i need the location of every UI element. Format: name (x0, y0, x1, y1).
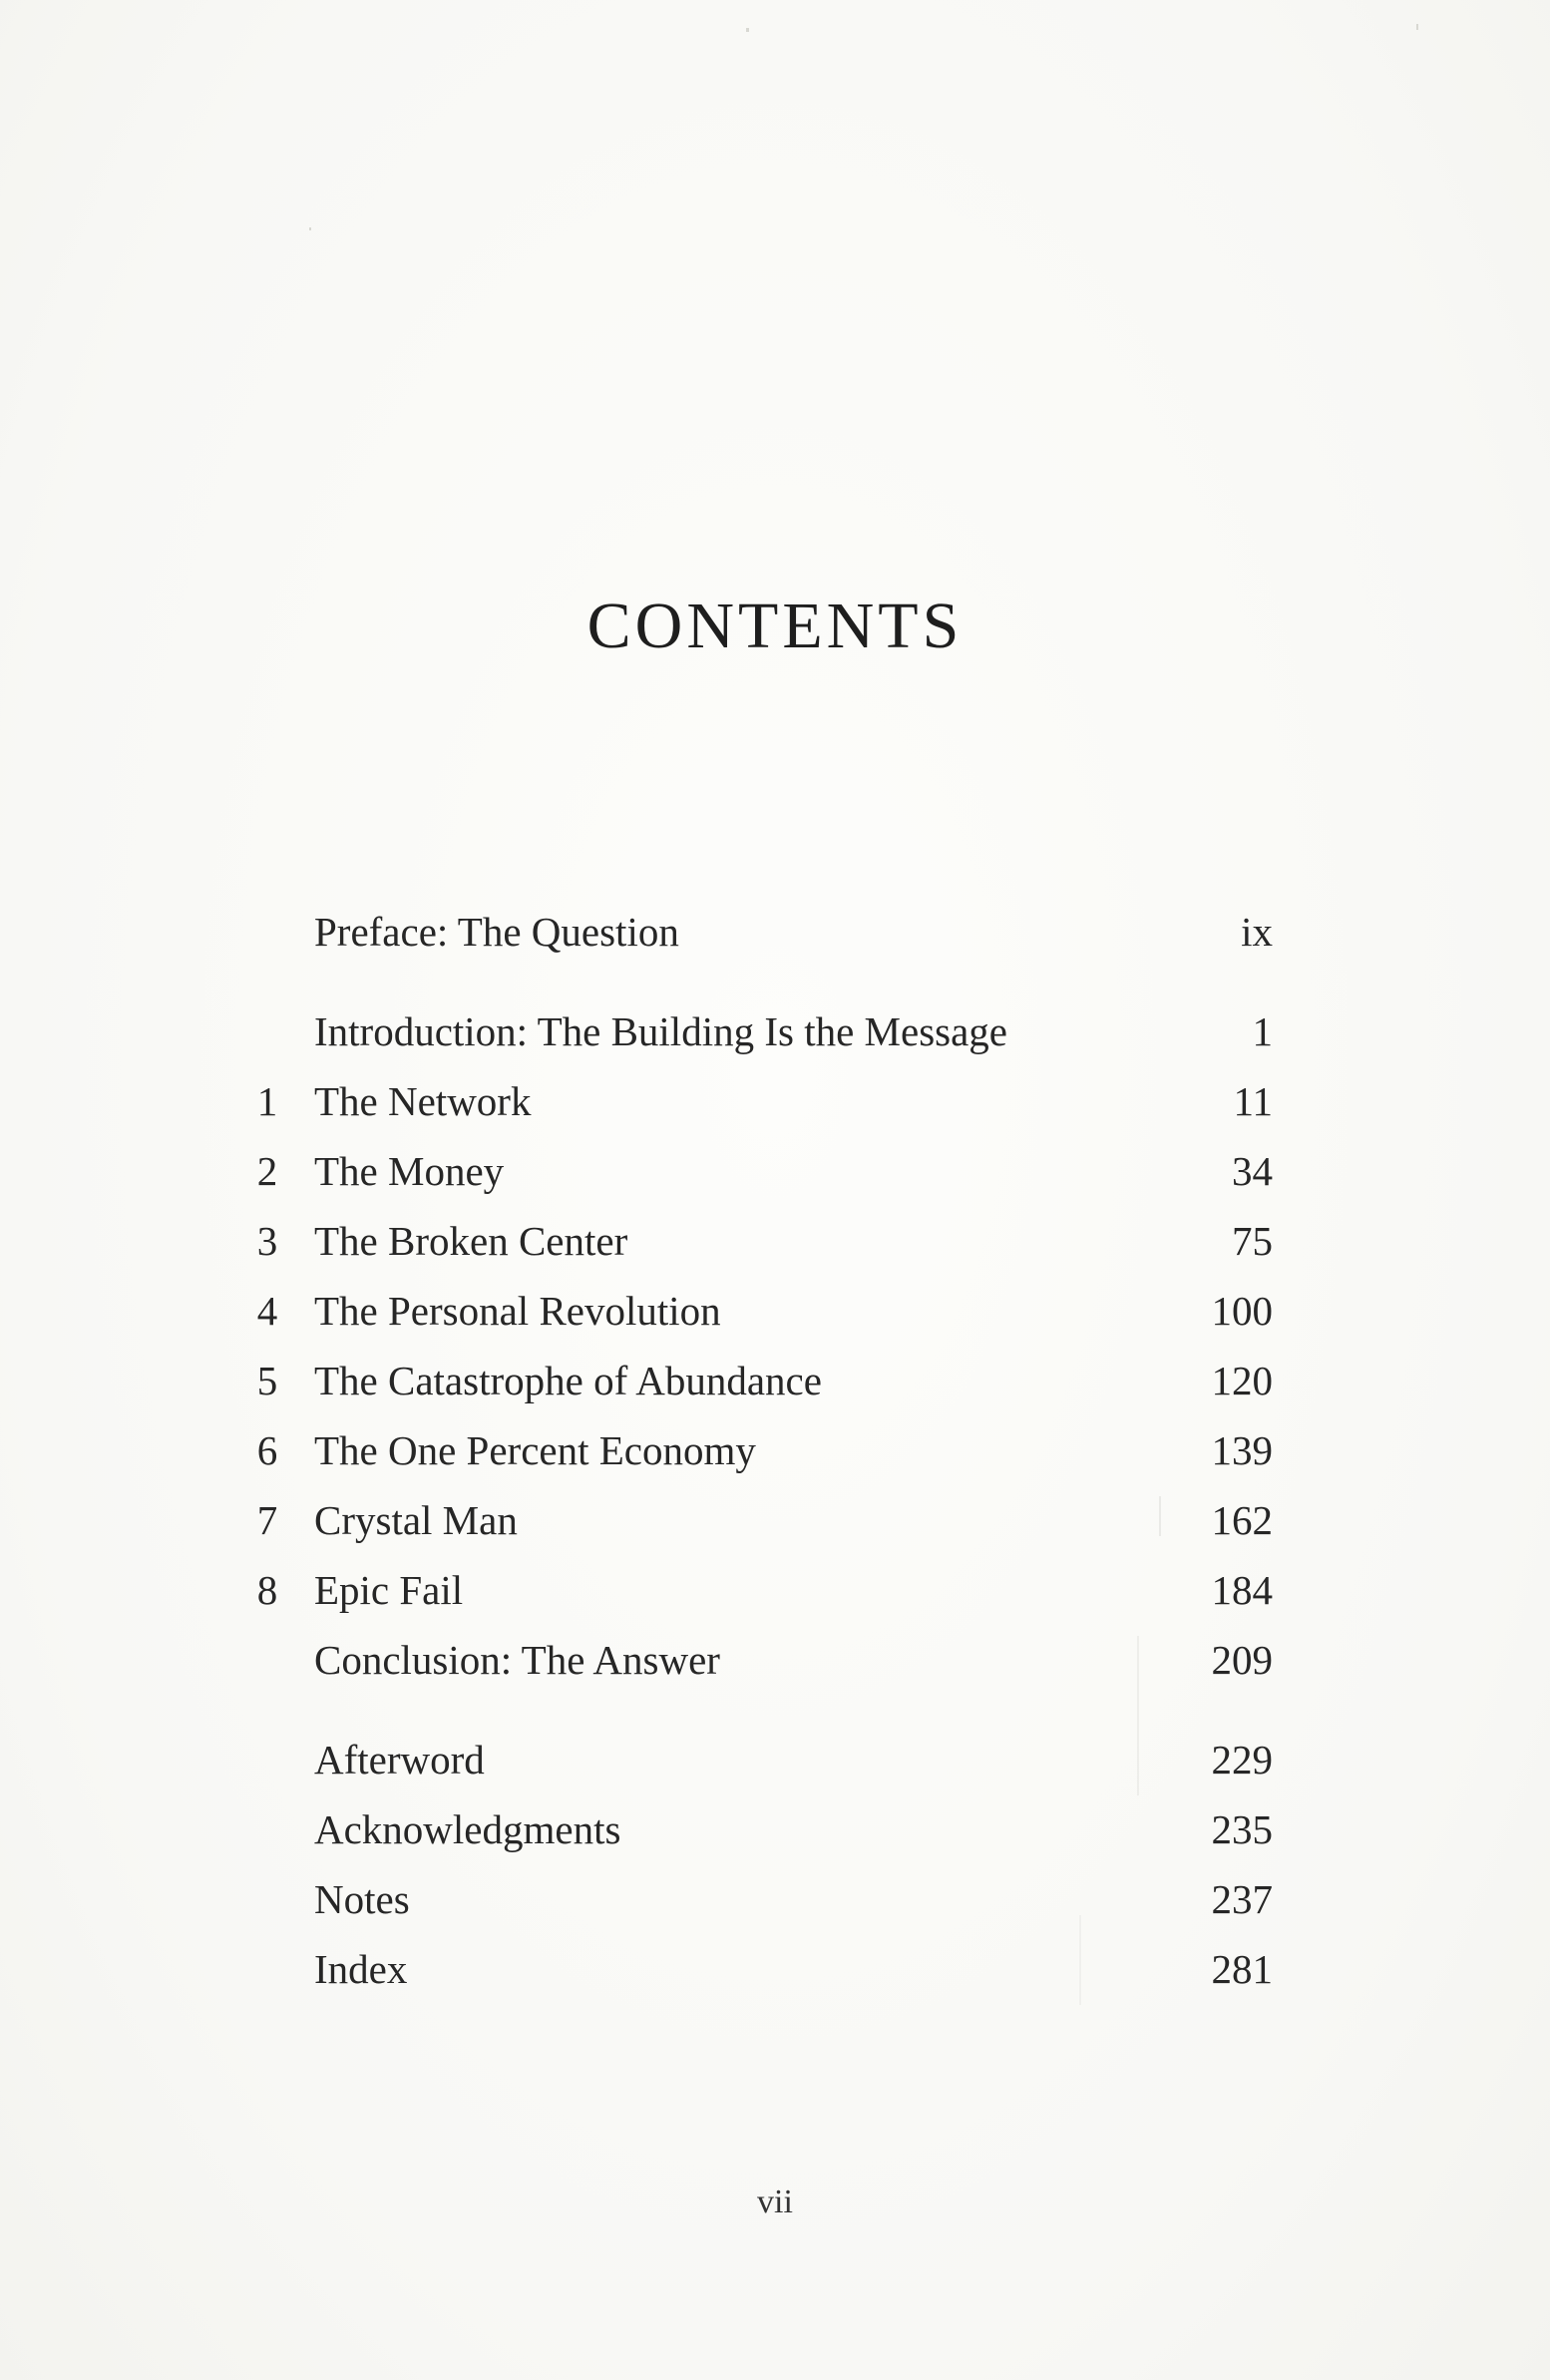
toc-chapter-number: 3 (256, 1218, 278, 1264)
toc-page-number: ix (1241, 909, 1273, 955)
toc-entry-introduction[interactable] (0, 999, 1550, 1063)
toc-entry-index[interactable] (0, 1937, 1550, 2001)
toc-page-number: 100 (1211, 1288, 1273, 1334)
toc-entry-title: The Catastrophe of Abundance (314, 1358, 822, 1403)
toc-page-number: 184 (1211, 1567, 1273, 1613)
toc-entry-chapter-7[interactable] (0, 1488, 1550, 1552)
toc-page-number: 235 (1211, 1806, 1273, 1852)
toc-chapter-number: 1 (256, 1078, 278, 1124)
toc-entry-afterword[interactable] (0, 1728, 1550, 1791)
toc-entry-title: The Network (314, 1078, 532, 1124)
toc-entry-title: Crystal Man (314, 1497, 518, 1543)
toc-page-number: 139 (1211, 1427, 1273, 1473)
toc-entry-title: Afterword (314, 1737, 485, 1783)
toc-entry-chapter-4[interactable] (0, 1279, 1550, 1343)
toc-entry-title: Acknowledgments (314, 1806, 621, 1852)
toc-entry-acknowledgments[interactable] (0, 1797, 1550, 1861)
toc-entry-title: Introduction: The Building Is the Message (314, 1008, 1007, 1054)
paper-speck (746, 28, 749, 32)
toc-page-number: 209 (1211, 1637, 1273, 1683)
toc-entry-title: Conclusion: The Answer (314, 1637, 720, 1683)
toc-entry-chapter-2[interactable] (0, 1139, 1550, 1203)
toc-chapter-number: 8 (256, 1567, 278, 1613)
toc-page-number: 11 (1233, 1078, 1273, 1124)
toc-entry-title: Notes (314, 1876, 410, 1922)
paper-speck (309, 227, 311, 230)
toc-page-number: 120 (1211, 1358, 1273, 1403)
toc-entry-conclusion[interactable] (0, 1628, 1550, 1692)
toc-entry-title: The Money (314, 1148, 505, 1194)
toc-page-number: 1 (1252, 1008, 1273, 1054)
toc-entry-title: The One Percent Economy (314, 1427, 756, 1473)
toc-chapter-number: 2 (256, 1148, 278, 1194)
toc-chapter-number: 7 (256, 1497, 278, 1543)
toc-entry-title: Index (314, 1946, 408, 1992)
toc-page-number: 237 (1211, 1876, 1273, 1922)
toc-page-number: 34 (1232, 1148, 1273, 1194)
toc-entry-preface[interactable] (0, 900, 1550, 964)
page-folio-number: vii (757, 2183, 793, 2220)
toc-chapter-number: 6 (256, 1427, 278, 1473)
paper-speck (1416, 24, 1418, 30)
toc-chapter-number: 5 (256, 1358, 278, 1403)
toc-entry-notes[interactable] (0, 1867, 1550, 1931)
toc-entry-chapter-6[interactable] (0, 1418, 1550, 1482)
toc-entry-chapter-3[interactable] (0, 1209, 1550, 1273)
toc-page-number: 75 (1232, 1218, 1273, 1264)
toc-entry-title: Preface: The Question (314, 909, 679, 955)
toc-page-number: 162 (1211, 1497, 1273, 1543)
toc-chapter-number: 4 (256, 1288, 278, 1334)
toc-entry-chapter-1[interactable] (0, 1069, 1550, 1133)
contents-heading: CONTENTS (586, 590, 964, 662)
toc-entry-title: The Broken Center (314, 1218, 628, 1264)
toc-entry-chapter-8[interactable] (0, 1558, 1550, 1622)
toc-entry-title: Epic Fail (314, 1567, 464, 1613)
toc-page-number: 281 (1211, 1946, 1273, 1992)
toc-entry-title: The Personal Revolution (314, 1288, 721, 1334)
toc-page-number: 229 (1211, 1737, 1273, 1783)
toc-entry-chapter-5[interactable] (0, 1349, 1550, 1412)
